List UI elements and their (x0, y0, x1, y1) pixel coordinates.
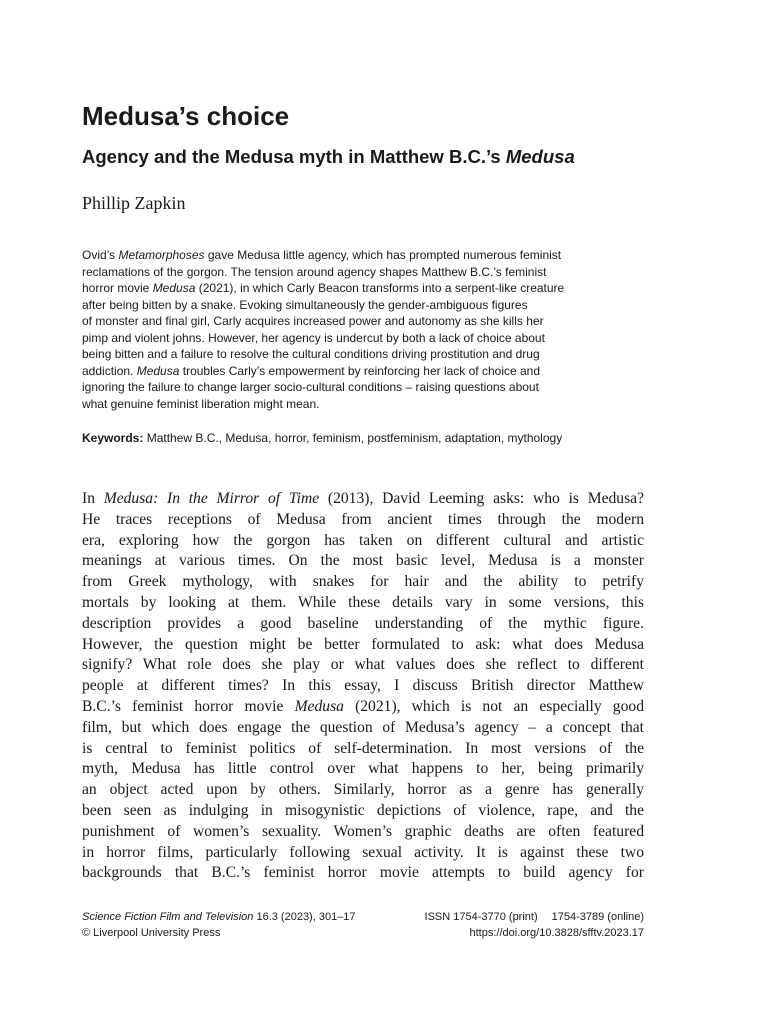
body-line (82, 510, 644, 531)
abstract-text: pimp and violent johns. However, her agency is undercut by both a lack of choice about (82, 330, 545, 345)
doi-link[interactable]: https://doi.org/10.3828/sfftv.2023.17 (469, 926, 644, 939)
body-text: He traces receptions of Medusa from ancient times through the modern (82, 510, 644, 528)
journal-name: Science Fiction Film and Television (82, 911, 254, 923)
body-line (82, 551, 644, 572)
body-line (82, 822, 644, 843)
body-line (82, 863, 644, 884)
abstract-line (82, 379, 622, 396)
abstract-text: Ovid’s (82, 248, 119, 262)
body-text: backgrounds that B.C.’s feminist horror movie attempts to build agency for (82, 864, 644, 882)
body-line (82, 655, 644, 676)
body-text: mortals by looking at them. While these details vary in some versions, this (82, 593, 644, 611)
body-text: B.C.’s feminist horror movie (82, 697, 295, 715)
body-line (82, 801, 644, 822)
keywords (82, 430, 562, 446)
abstract-line (82, 297, 622, 314)
body-text: (2013), David Leeming asks: who is Medusa? (319, 490, 644, 507)
body-text: However, the question might be better formulated to ask: what does Medusa (82, 635, 644, 653)
body-text: punishment of women’s sexuality. Women’s graphic deaths are often featured (82, 822, 644, 840)
body-text: is central to feminist politics of self-determination. In most versions of the (82, 739, 644, 757)
body-text (82, 489, 644, 884)
author-name: Phillip Zapkin (82, 193, 186, 213)
abstract-text: gave Medusa little agency, which has prompted numerous feminist (204, 248, 562, 262)
body-text: myth, Medusa has little control over what happens to her, being primarily (82, 760, 644, 778)
body-text: In (82, 490, 104, 507)
abstract-line (82, 330, 622, 347)
body-line (82, 739, 644, 760)
body-line (82, 759, 644, 780)
journal-issue: 16.3 (2023), 301–17 (253, 911, 356, 923)
footer-citation (82, 910, 356, 941)
body-italic-text: Medusa (294, 697, 344, 715)
issn-online: 1754-3789 (online) (551, 911, 644, 923)
abstract-italic-text: Medusa (136, 363, 180, 378)
body-text: people at different times? In this essay, I discuss British director Matthew (82, 677, 644, 695)
abstract-text: addiction. (82, 363, 137, 378)
body-line (82, 718, 644, 739)
subtitle-film-title: Medusa (505, 146, 575, 167)
abstract-line (82, 346, 622, 363)
body-text: been seen as indulging in misogynistic depictions of violence, rape, and the (82, 801, 644, 819)
abstract-italic-text: Medusa (152, 281, 196, 295)
body-text: era, exploring how the gorgon has taken on different cultural and artistic (82, 531, 644, 549)
footer-identifiers (425, 910, 644, 941)
body-text: (2021), which is not an especially good (343, 697, 644, 715)
abstract-text: (2021), in which Carly Beacon transforms into a serpent-like creature (195, 281, 565, 295)
abstract-text: after being bitten by a snake. Evoking simultaneously the gender-ambiguous figures (82, 297, 528, 312)
body-line (82, 489, 644, 510)
abstract-italic-text: Metamorphoses (118, 248, 205, 262)
abstract-line (82, 396, 622, 413)
abstract-line (82, 247, 622, 264)
abstract-text: of monster and final girl, Carly acquires increased power and autonomy as she kills her (82, 314, 544, 328)
body-line (82, 531, 644, 552)
body-text: an object acted upon by others. Similarly, horror as a genre has generally (82, 781, 644, 799)
body-line (82, 614, 644, 635)
abstract (82, 247, 622, 412)
issn-print: ISSN 1754-3770 (print) (424, 911, 538, 923)
body-text: meanings at various times. On the most basic level, Medusa is a monster (82, 552, 644, 570)
abstract-text: being bitten and a failure to resolve the cultural conditions driving prostitution and drug (82, 347, 540, 361)
body-line (82, 780, 644, 801)
body-line (82, 635, 644, 656)
body-line (82, 572, 644, 593)
journal-citation (82, 910, 356, 926)
article-title: Medusa’s choice (82, 101, 290, 131)
abstract-text: ignoring the failure to change larger socio-cultural conditions – raising questions about (82, 380, 539, 394)
abstract-text: what genuine feminist liberation might mean. (82, 396, 320, 411)
body-line (82, 593, 644, 614)
subtitle-text: Agency and the Medusa myth in Matthew B.C.’s (82, 146, 506, 167)
body-text: in horror films, particularly following sexual activity. It is against these two (82, 843, 644, 861)
body-text: signify? What role does she play or what values does she reflect to different (82, 656, 644, 674)
article-subtitle (82, 144, 575, 170)
abstract-line (82, 280, 622, 297)
body-italic-text: Medusa: In the Mirror of Time (103, 490, 320, 507)
abstract-text: horror movie (82, 281, 153, 295)
abstract-line (82, 363, 622, 380)
abstract-line (82, 264, 622, 281)
keywords-label: Keywords: (82, 431, 144, 445)
body-text: from Greek mythology, with snakes for hair and the ability to petrify (82, 573, 644, 591)
abstract-text: troubles Carly’s empowerment by reinforcing her lack of choice and (179, 363, 541, 378)
issn (425, 910, 644, 926)
body-line (82, 843, 644, 864)
abstract-text: reclamations of the gorgon. The tension around agency shapes Matthew B.C.’s feminist (82, 264, 547, 279)
body-line (82, 697, 644, 718)
copyright: © Liverpool University Press (82, 926, 221, 939)
keywords-list: Matthew B.C., Medusa, horror, feminism, postfeminism, adaptation, mythology (143, 431, 563, 445)
abstract-line (82, 313, 622, 330)
body-text: description provides a good baseline understanding of the mythic figure. (82, 614, 644, 632)
body-line (82, 676, 644, 697)
body-text: film, but which does engage the question of Medusa’s agency – a concept that (82, 718, 644, 736)
